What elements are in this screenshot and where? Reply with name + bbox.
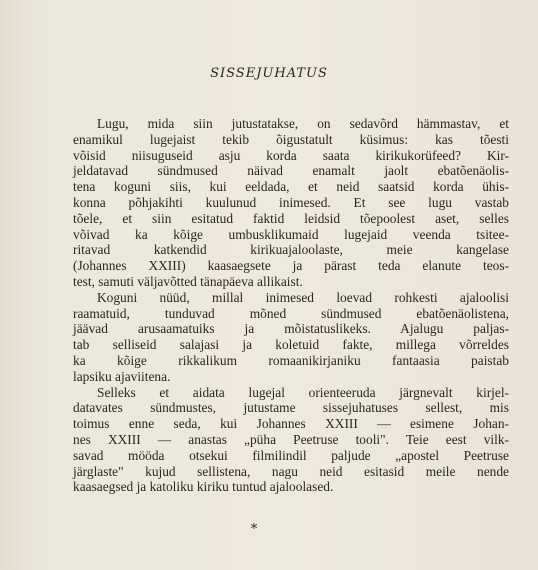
section-break: * — [250, 522, 258, 537]
paragraph-1 — [73, 116, 509, 290]
text-line: võivad ka kõige umbusklikumaid lugejaid veenda tsitee- — [73, 226, 509, 242]
text-line: test, samuti väljavõtted tänapäeva allikaist. — [73, 273, 303, 289]
text-line: ka kõige rikkalikum romaanikirjaniku fantaasia paistab — [73, 352, 509, 368]
paragraph-3 — [73, 385, 509, 496]
text-line: ritavad katkendid kirikuajaloolaste, meie kangelase — [73, 242, 509, 258]
text-line: lapsiku ajaviitena. — [73, 368, 171, 384]
text-line: jeldatavad sündmused näivad enamalt jaolt ebatõenäolis- — [73, 163, 509, 179]
text-line: järglaste" kujud sellistena, nagu neid esitasid meile nende — [73, 463, 509, 479]
text-line: kaasaegsed ja katoliku kiriku tuntud ajaloolased. — [73, 479, 334, 495]
text-line: enamikul lugejaist tekib õigustatult küsimus: kas tõesti — [73, 131, 509, 147]
text-line: konna põhjakihti kuulunud inimesed. Et see lugu vastab — [73, 194, 509, 210]
paragraph-2 — [73, 290, 509, 385]
text-line: tab selliseid salajasi ja koletuid fakte, millega võrreldes — [73, 337, 509, 353]
body-text — [73, 116, 509, 495]
chapter-heading: SISSEJUHATUS — [210, 66, 328, 81]
text-line: tõele, et siin esitatud faktid leidsid tõepoolest aset, selles — [73, 210, 509, 226]
text-line: datavates sündmustes, jutustame sissejuhatuses sellest, mis — [73, 400, 509, 416]
text-line: nes XXIII — anastas „püha Peetruse tooli". Teie eest vilk- — [73, 431, 509, 447]
text-line: võisid niisuguseid asju korda saata kirikukorüfeed? Kir- — [73, 147, 509, 163]
text-line: tena koguni siis, kui eeldada, et neid saatsid korda ühis- — [73, 179, 509, 195]
text-line: Selleks et aidata lugejal orienteeruda järgnevalt kirjel- — [97, 384, 509, 400]
text-line: raamatuid, tunduvad mõned sündmused ebatõenäolistena, — [73, 305, 509, 321]
text-line: toimus enne seda, kui Johannes XXIII — esimene Johan- — [73, 416, 509, 432]
text-line: jäävad arusaamatuiks ja mõistatuslikeks. Ajalugu paljas- — [73, 321, 509, 337]
text-line: Lugu, mida siin jutustatakse, on sedavõrd hämmastav, et — [97, 116, 509, 131]
text-line: Koguni nüüd, millal inimesed loevad rohkesti ajaloolisi — [97, 289, 509, 305]
text-line: (Johannes XXIII) kaasaegsete ja pärast teda elanute teos- — [73, 258, 509, 274]
text-line: savad mööda otsekui filmilindil paljude „apostel Peetruse — [73, 447, 509, 463]
